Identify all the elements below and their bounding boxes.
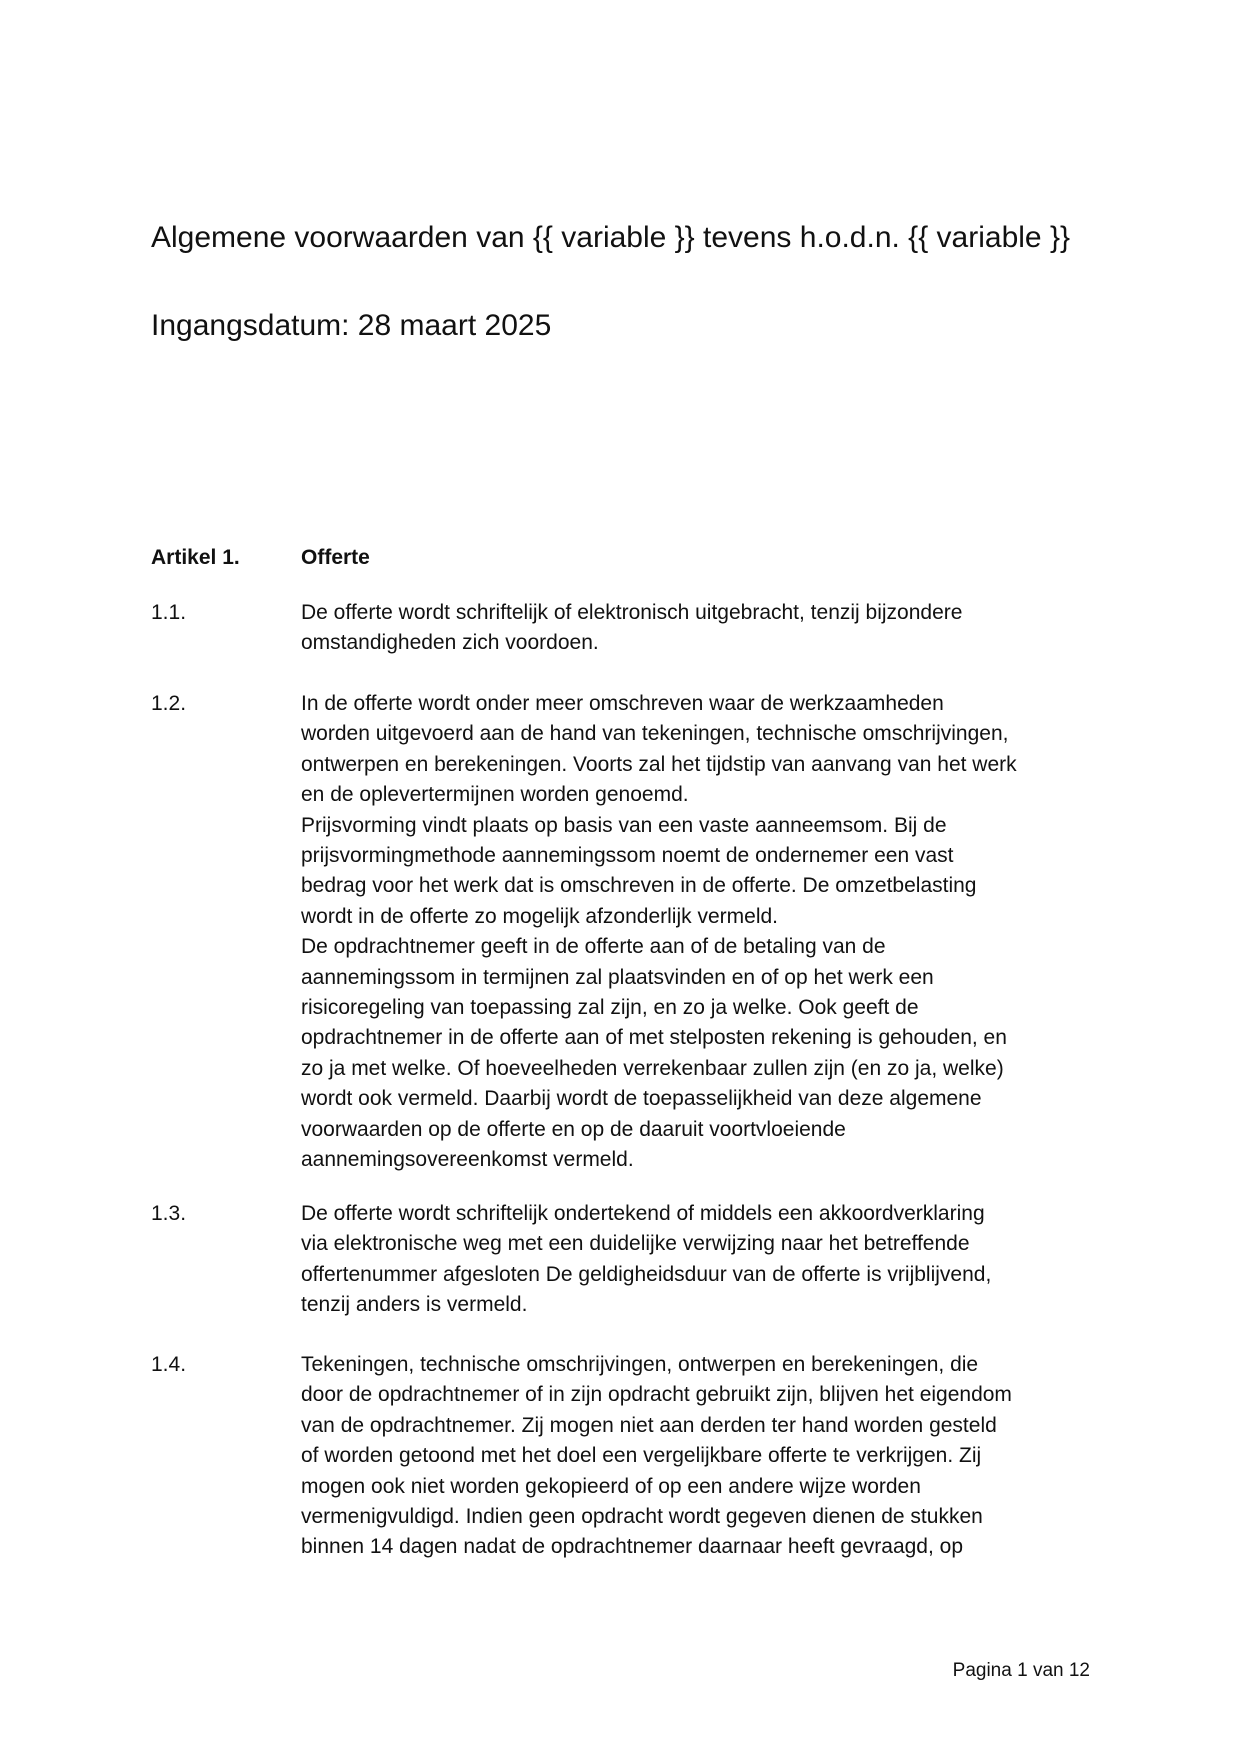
- clause-text: [301, 1350, 1240, 1563]
- clause-line: De opdrachtnemer geeft in de offerte aan of de betaling van de: [301, 935, 886, 959]
- clause-line: door de opdrachtnemer of in zijn opdracht gebruikt zijn, blijven het eigendom: [301, 1383, 1012, 1407]
- clause-line: Tekeningen, technische omschrijvingen, ontwerpen en berekeningen, die: [301, 1353, 979, 1376]
- clause-line: mogen ook niet worden gekopieerd of op een andere wijze worden: [301, 1474, 921, 1498]
- clause-text: [301, 1199, 1240, 1321]
- clause-line: bedrag voor het werk dat is omschreven in de offerte. De omzetbelasting: [301, 874, 977, 898]
- clause-line: aannemingsovereenkomst vermeld.: [301, 1148, 634, 1172]
- clause-line: opdrachtnemer in de offerte aan of met stelposten rekening is gehouden, en: [301, 1026, 1007, 1050]
- clause-line: van de opdrachtnemer. Zij mogen niet aan derden ter hand worden gesteld: [301, 1413, 997, 1437]
- article-number: Artikel 1.: [151, 546, 240, 569]
- clause-line: binnen 14 dagen nadat de opdrachtnemer daarnaar heeft gevraagd, op: [301, 1535, 964, 1559]
- clause-line: voorwaarden op de offerte en op de daaruit voortvloeiende: [301, 1117, 846, 1141]
- clause-text: [301, 598, 1240, 659]
- clause-line: De offerte wordt schriftelijk ondertekend of middels een akkoordverklaring: [301, 1202, 985, 1225]
- clause-number: 1.1.: [151, 601, 187, 624]
- clause-line: Prijsvorming vindt plaats op basis van een vaste aanneemsom. Bij de: [301, 813, 947, 837]
- clause-line: offertenummer afgesloten De geldigheidsduur van de offerte is vrijblijvend,: [301, 1262, 992, 1286]
- clause-line: In de offerte wordt onder meer omschreven waar de werkzaamheden: [301, 692, 944, 715]
- clause-line: worden uitgevoerd aan de hand van tekeningen, technische omschrijvingen,: [301, 722, 1009, 746]
- clause-line: en de oplevertermijnen worden genoemd.: [301, 783, 689, 807]
- article-title: Offerte: [301, 546, 370, 569]
- clause-line: of worden getoond met het doel een vergelijkbare offerte te verkrijgen. Zij: [301, 1444, 982, 1468]
- clause-line: aannemingssom in termijnen zal plaatsvinden en of op het werk een: [301, 965, 934, 989]
- clause-line: zo ja met welke. Of hoeveelheden verrekenbaar zullen zijn (en zo ja, welke): [301, 1056, 1004, 1080]
- clause-number: 1.2.: [151, 692, 187, 715]
- clause-text: [301, 689, 1240, 1176]
- clause-line: vermenigvuldigd. Indien geen opdracht wordt gegeven dienen de stukken: [301, 1505, 983, 1529]
- clause-line: prijsvormingmethode aannemingssom noemt de ondernemer een vast: [301, 844, 954, 868]
- clause-line: tenzij anders is vermeld.: [301, 1293, 528, 1317]
- page-number: Pagina 1 van 12: [952, 1660, 1090, 1681]
- clause-number: 1.3.: [151, 1202, 187, 1225]
- clause-line: risicoregeling van toepassing zal zijn, en zo ja welke. Ook geeft de: [301, 996, 919, 1020]
- clause-line: omstandigheden zich voordoen.: [301, 631, 599, 655]
- clause-line: De offerte wordt schriftelijk of elektronisch uitgebracht, tenzij bijzondere: [301, 601, 963, 624]
- document-title: Algemene voorwaarden van {{ variable }} tevens h.o.d.n. {{ variable }}: [151, 221, 1070, 254]
- clause-line: wordt in de offerte zo mogelijk afzonderlijk vermeld.: [301, 904, 779, 928]
- effective-date: Ingangsdatum: 28 maart 2025: [151, 309, 552, 342]
- clause-number: 1.4.: [151, 1353, 187, 1376]
- clause-line: via elektronische weg met een duidelijke verwijzing naar het betreffende: [301, 1232, 970, 1256]
- clause-line: wordt ook vermeld. Daarbij wordt de toepasselijkheid van deze algemene: [301, 1087, 982, 1111]
- clause-line: ontwerpen en berekeningen. Voorts zal het tijdstip van aanvang van het werk: [301, 752, 1017, 776]
